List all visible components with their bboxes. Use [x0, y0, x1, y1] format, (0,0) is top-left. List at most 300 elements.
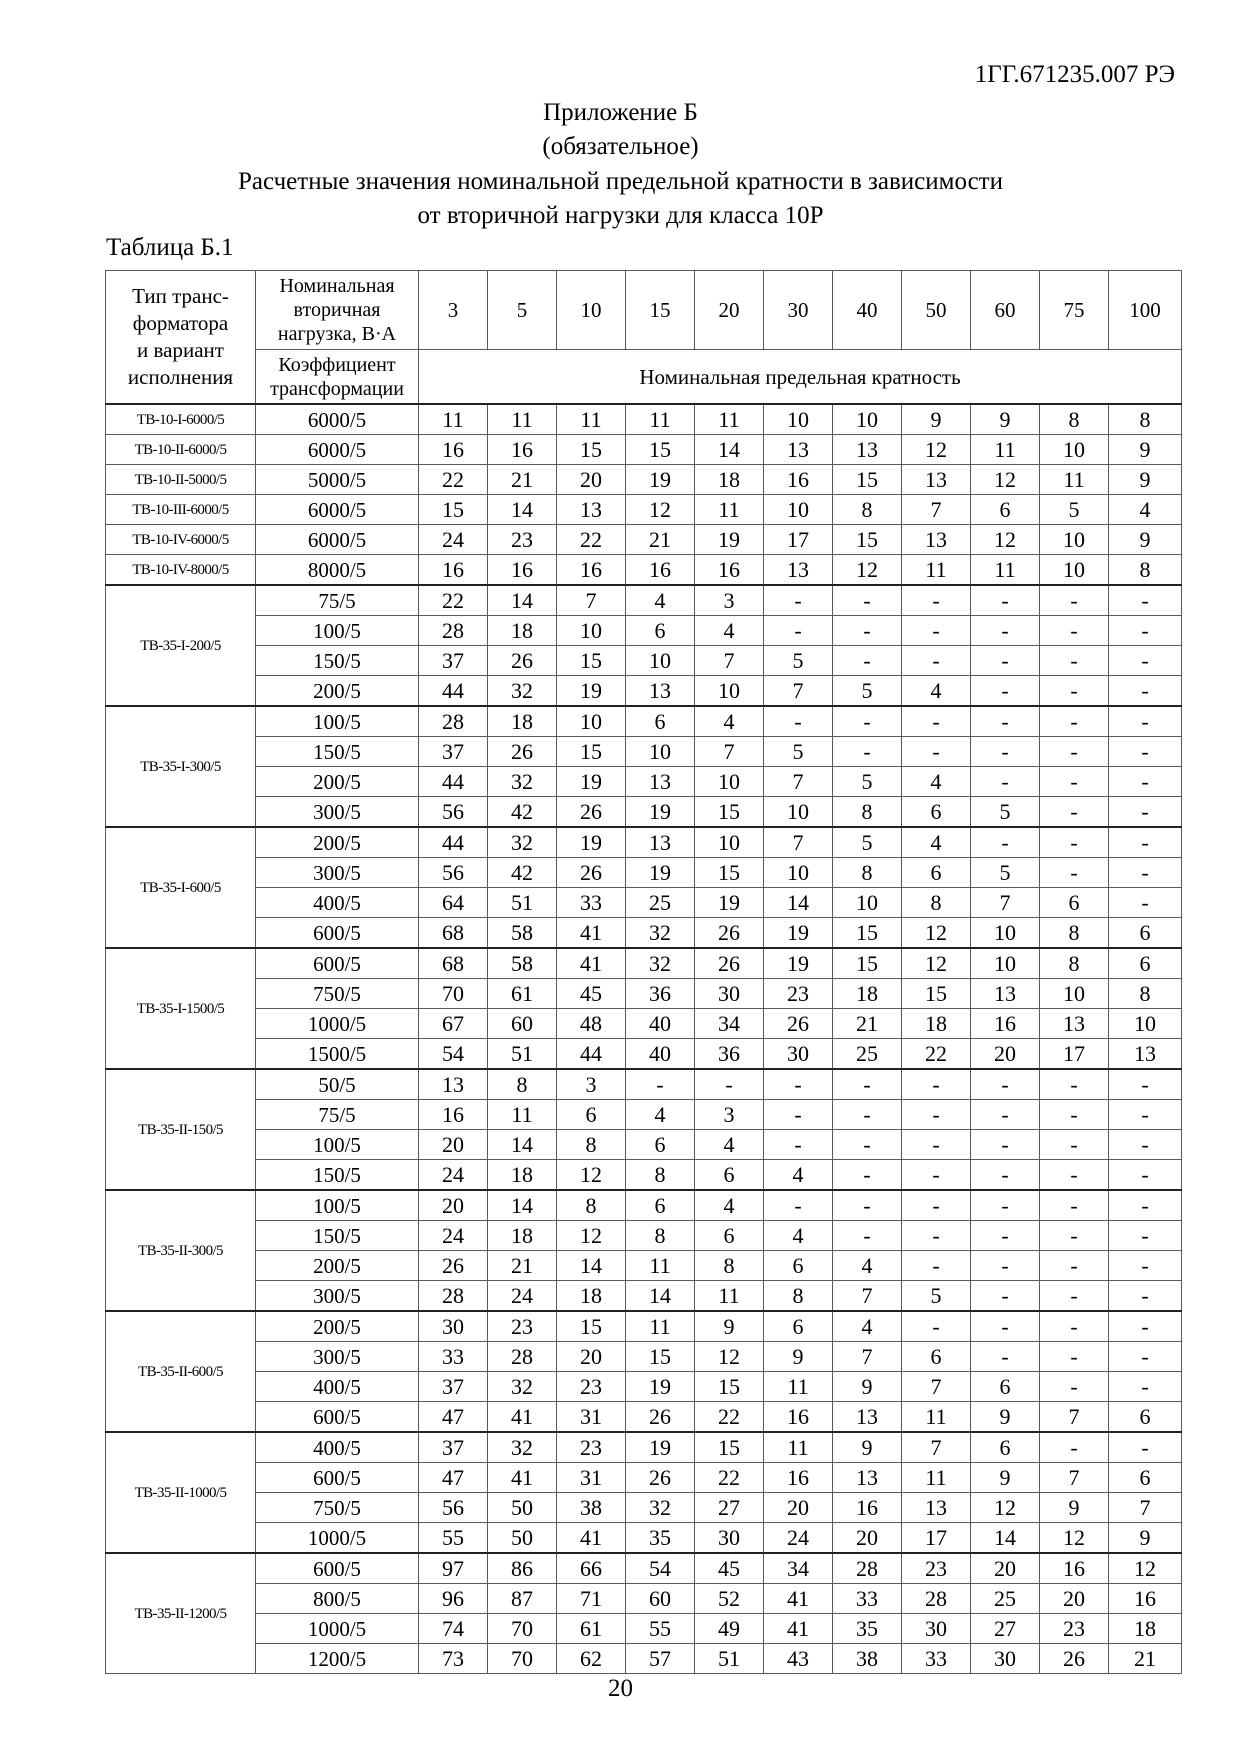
- limit-factor-cell: 40: [626, 1009, 695, 1039]
- table-row: [106, 404, 1182, 435]
- limit-factor-cell: 9: [833, 1432, 902, 1463]
- transformer-model: ТВ-35-I-1500/5: [106, 948, 256, 1069]
- table-row: [106, 1009, 1182, 1039]
- limit-factor-cell: 62: [557, 1644, 626, 1674]
- limit-factor-cell: 19: [626, 1432, 695, 1463]
- limit-factor-cell: 28: [419, 616, 488, 646]
- table-row: [106, 1311, 1182, 1342]
- limit-factor-cell: -: [833, 1130, 902, 1160]
- limit-factor-cell: -: [764, 585, 833, 616]
- limit-factor-cell: 10: [764, 797, 833, 828]
- limit-factor-cell: -: [1109, 1069, 1182, 1100]
- limit-factor-cell: 9: [833, 1372, 902, 1402]
- limit-factor-cell: 38: [833, 1644, 902, 1674]
- limit-factor-cell: 15: [557, 435, 626, 465]
- limit-factor-cell: 16: [419, 1100, 488, 1130]
- limit-factor-cell: 13: [902, 525, 971, 555]
- limit-factor-cell: -: [971, 737, 1040, 767]
- limit-factor-cell: -: [1109, 1221, 1182, 1251]
- table-row: [106, 1100, 1182, 1130]
- limit-factor-cell: 16: [764, 465, 833, 495]
- limit-factor-cell: 6: [626, 706, 695, 737]
- limit-factor-cell: 10: [764, 495, 833, 525]
- limit-factor-cell: 26: [626, 1402, 695, 1433]
- limit-factor-cell: 6: [902, 797, 971, 828]
- limit-factor-cell: 24: [419, 525, 488, 555]
- limit-factor-cell: 16: [419, 435, 488, 465]
- transformation-ratio: 600/5: [256, 1553, 419, 1584]
- transformation-ratio: 150/5: [256, 1221, 419, 1251]
- limit-factor-cell: 23: [764, 979, 833, 1009]
- limit-factor-cell: 20: [1040, 1584, 1109, 1614]
- limit-factor-cell: 14: [488, 495, 557, 525]
- table-row: [106, 1221, 1182, 1251]
- limit-factor-cell: -: [1109, 646, 1182, 676]
- transformation-ratio: 100/5: [256, 1130, 419, 1160]
- limit-factor-cell: 45: [557, 979, 626, 1009]
- header-type-line: и вариант: [137, 338, 224, 362]
- transformation-ratio: 1500/5: [256, 1039, 419, 1070]
- limit-factor-cell: 54: [626, 1553, 695, 1584]
- limit-factor-cell: 13: [557, 495, 626, 525]
- limit-factor-cell: -: [902, 1221, 971, 1251]
- limit-factor-cell: 4: [764, 1160, 833, 1191]
- limit-factor-cell: 19: [626, 465, 695, 495]
- limit-factor-cell: 11: [902, 1463, 971, 1493]
- transformation-ratio: 200/5: [256, 1251, 419, 1281]
- limit-factor-cell: 9: [1109, 465, 1182, 495]
- limit-factor-cell: -: [971, 585, 1040, 616]
- limit-factor-cell: 16: [488, 435, 557, 465]
- limit-factor-cell: 9: [1109, 1523, 1182, 1554]
- table-row: [106, 465, 1182, 495]
- limit-factor-cell: 16: [557, 555, 626, 586]
- limit-factor-cell: 21: [1109, 1644, 1182, 1674]
- limit-factor-cell: 20: [971, 1553, 1040, 1584]
- limit-factor-cell: 56: [419, 858, 488, 888]
- table-row: [106, 1432, 1182, 1463]
- limit-factor-cell: 10: [764, 404, 833, 435]
- limit-factor-cell: 6: [971, 1432, 1040, 1463]
- limit-factor-cell: 26: [695, 918, 764, 949]
- limit-factor-cell: 14: [488, 1190, 557, 1221]
- table-row: [106, 495, 1182, 525]
- transformer-model: ТВ-10-III-6000/5: [106, 495, 256, 525]
- table-row: [106, 1281, 1182, 1312]
- limit-factor-cell: -: [971, 646, 1040, 676]
- limit-factor-cell: -: [1040, 737, 1109, 767]
- limit-factor-cell: 27: [971, 1614, 1040, 1644]
- table-row: [106, 646, 1182, 676]
- limit-factor-cell: 20: [971, 1039, 1040, 1070]
- limit-factor-cell: 41: [764, 1584, 833, 1614]
- transformation-ratio: 5000/5: [256, 465, 419, 495]
- transformation-ratio: 100/5: [256, 1190, 419, 1221]
- limit-factor-cell: 30: [419, 1311, 488, 1342]
- transformer-model: ТВ-35-II-1200/5: [106, 1553, 256, 1674]
- limit-factor-cell: 28: [833, 1553, 902, 1584]
- limit-factor-cell: 11: [626, 1311, 695, 1342]
- header-burden: 20: [695, 271, 764, 350]
- limit-factor-cell: 9: [971, 1402, 1040, 1433]
- limit-factor-cell: 4: [833, 1311, 902, 1342]
- limit-factor-cell: 52: [695, 1584, 764, 1614]
- limit-factor-cell: -: [1109, 1432, 1182, 1463]
- limit-factor-cell: -: [1040, 1221, 1109, 1251]
- limit-factor-cell: 55: [419, 1523, 488, 1554]
- limit-factor-cell: 56: [419, 797, 488, 828]
- limit-factor-cell: 18: [488, 1160, 557, 1191]
- limit-factor-cell: 13: [626, 827, 695, 858]
- table-row: [106, 616, 1182, 646]
- limit-factor-cell: -: [833, 1190, 902, 1221]
- limit-factor-cell: -: [1040, 646, 1109, 676]
- limit-factor-cell: 8: [557, 1130, 626, 1160]
- limit-factor-cell: 18: [488, 1221, 557, 1251]
- limit-factor-cell: 25: [833, 1039, 902, 1070]
- limit-factor-cell: 32: [488, 1372, 557, 1402]
- limit-factor-cell: 33: [557, 888, 626, 918]
- limit-factor-cell: 7: [695, 646, 764, 676]
- limit-factor-cell: 10: [971, 948, 1040, 979]
- limit-factor-cell: 50: [488, 1523, 557, 1554]
- table-row: [106, 1614, 1182, 1644]
- limit-factor-cell: 4: [695, 1130, 764, 1160]
- limit-factor-cell: 14: [695, 435, 764, 465]
- limit-factor-cell: -: [1040, 1342, 1109, 1372]
- limit-factor-cell: 71: [557, 1584, 626, 1614]
- table-row: [106, 1160, 1182, 1191]
- limit-factor-cell: 11: [557, 404, 626, 435]
- limit-factor-cell: 6: [1109, 1463, 1182, 1493]
- limit-factor-cell: -: [971, 827, 1040, 858]
- limit-factor-cell: 11: [971, 555, 1040, 586]
- limit-factor-cell: 70: [488, 1644, 557, 1674]
- limit-factor-cell: 44: [419, 676, 488, 707]
- limit-factor-cell: 26: [1040, 1644, 1109, 1674]
- limit-factor-cell: 32: [626, 948, 695, 979]
- limit-factor-cell: -: [971, 1069, 1040, 1100]
- limit-factor-cell: 21: [488, 1251, 557, 1281]
- limit-factor-cell: 12: [971, 525, 1040, 555]
- transformation-ratio: 200/5: [256, 676, 419, 707]
- table-body: [106, 404, 1182, 1674]
- limit-factor-cell: 3: [557, 1069, 626, 1100]
- limit-factor-cell: 13: [902, 465, 971, 495]
- limit-factor-cell: 24: [488, 1281, 557, 1312]
- limit-factor-cell: 16: [695, 555, 764, 586]
- limit-factor-cell: -: [902, 616, 971, 646]
- limit-factor-cell: 10: [833, 404, 902, 435]
- limit-factor-cell: 9: [1109, 525, 1182, 555]
- limit-factor-cell: 23: [1040, 1614, 1109, 1644]
- limit-factor-cell: 18: [488, 706, 557, 737]
- limit-factor-cell: -: [1040, 585, 1109, 616]
- limit-factor-cell: -: [833, 616, 902, 646]
- limit-factor-cell: 12: [557, 1221, 626, 1251]
- limit-factor-cell: 33: [419, 1342, 488, 1372]
- table-caption: Таблица Б.1: [106, 234, 234, 261]
- limit-factor-cell: 48: [557, 1009, 626, 1039]
- limit-factor-cell: 70: [488, 1614, 557, 1644]
- limit-factor-cell: 40: [626, 1039, 695, 1070]
- limit-factor-cell: 12: [902, 435, 971, 465]
- limit-factor-cell: 16: [419, 555, 488, 586]
- limit-factor-cell: -: [902, 1251, 971, 1281]
- header-burden: 75: [1040, 271, 1109, 350]
- transformation-ratio: 75/5: [256, 1100, 419, 1130]
- limit-factor-cell: 17: [764, 525, 833, 555]
- limit-factor-cell: 27: [695, 1493, 764, 1523]
- limit-factor-cell: 24: [419, 1160, 488, 1191]
- table-title-line-2: от вторичной нагрузки для класса 10Р: [417, 202, 824, 229]
- limit-factor-cell: 8: [1040, 918, 1109, 949]
- table-row: [106, 1553, 1182, 1584]
- limit-factor-cell: 10: [695, 827, 764, 858]
- limit-factor-cell: 37: [419, 646, 488, 676]
- appendix-title: Приложение Б: [543, 99, 698, 126]
- transformation-ratio: 150/5: [256, 646, 419, 676]
- limit-factor-cell: 6: [1109, 1402, 1182, 1433]
- transformation-ratio: 600/5: [256, 918, 419, 949]
- limit-factor-cell: 12: [971, 465, 1040, 495]
- limit-factor-cell: 26: [488, 646, 557, 676]
- transformation-ratio: 100/5: [256, 616, 419, 646]
- limit-factor-cell: 26: [557, 858, 626, 888]
- limit-factor-cell: 13: [419, 1069, 488, 1100]
- limit-factor-cell: 24: [419, 1221, 488, 1251]
- limit-factor-cell: 86: [488, 1553, 557, 1584]
- limit-factor-cell: 22: [419, 465, 488, 495]
- limit-factor-cell: 19: [695, 888, 764, 918]
- limit-factor-cell: 8: [1040, 948, 1109, 979]
- table-row: [106, 1584, 1182, 1614]
- limit-factor-cell: 12: [626, 495, 695, 525]
- limit-factor-cell: 41: [488, 1463, 557, 1493]
- limit-factor-cell: 12: [1040, 1523, 1109, 1554]
- limit-factor-cell: -: [1040, 1130, 1109, 1160]
- transformer-model: ТВ-35-I-300/5: [106, 706, 256, 827]
- limit-factor-cell: 4: [1109, 495, 1182, 525]
- limit-factor-cell: 14: [557, 1251, 626, 1281]
- transformer-model: ТВ-10-I-6000/5: [106, 404, 256, 435]
- limit-factor-cell: 18: [557, 1281, 626, 1312]
- limit-factor-cell: 15: [695, 1372, 764, 1402]
- limit-factor-cell: 6: [626, 1190, 695, 1221]
- limit-factor-cell: 10: [1040, 979, 1109, 1009]
- transformer-model: ТВ-35-I-600/5: [106, 827, 256, 948]
- limit-factor-cell: 7: [902, 1372, 971, 1402]
- limit-factor-cell: 64: [419, 888, 488, 918]
- limit-factor-cell: 13: [833, 1402, 902, 1433]
- page-number: 20: [608, 1675, 633, 1702]
- transformation-ratio: 50/5: [256, 1069, 419, 1100]
- document-code: 1ГГ.671235.007 РЭ: [974, 61, 1175, 88]
- limit-factor-cell: 18: [1109, 1614, 1182, 1644]
- limit-factor-cell: 97: [419, 1553, 488, 1584]
- limit-factor-cell: -: [902, 1100, 971, 1130]
- limit-factor-cell: 5: [971, 797, 1040, 828]
- header-burden: 15: [626, 271, 695, 350]
- limit-factor-cell: 31: [557, 1402, 626, 1433]
- limit-factor-cell: 28: [419, 1281, 488, 1312]
- limit-factor-cell: 10: [1109, 1009, 1182, 1039]
- table-row: [106, 435, 1182, 465]
- limit-factor-cell: -: [764, 1069, 833, 1100]
- limit-factor-cell: 73: [419, 1644, 488, 1674]
- table-row: [106, 948, 1182, 979]
- header-burden: 10: [557, 271, 626, 350]
- limit-factor-cell: 13: [626, 767, 695, 797]
- limit-factor-cell: -: [1040, 797, 1109, 828]
- table-row: [106, 1039, 1182, 1070]
- limit-factor-cell: -: [902, 1130, 971, 1160]
- limit-factor-cell: 7: [902, 495, 971, 525]
- limit-factor-cell: 6: [1109, 918, 1182, 949]
- limit-factor-cell: -: [971, 706, 1040, 737]
- limit-factor-cell: -: [971, 1190, 1040, 1221]
- header-transformer-type: [106, 271, 256, 405]
- limit-factor-cell: 5: [833, 827, 902, 858]
- limit-factor-cell: 23: [557, 1432, 626, 1463]
- limit-factor-cell: 33: [833, 1584, 902, 1614]
- limit-factor-cell: -: [833, 1160, 902, 1191]
- limit-factor-cell: 15: [557, 737, 626, 767]
- limit-factor-cell: 7: [764, 827, 833, 858]
- transformer-model: ТВ-10-IV-6000/5: [106, 525, 256, 555]
- limit-factor-cell: 42: [488, 797, 557, 828]
- limit-factor-cell: 60: [488, 1009, 557, 1039]
- table-row: [106, 1493, 1182, 1523]
- transformation-ratio: 200/5: [256, 1311, 419, 1342]
- limit-factor-cell: 19: [557, 767, 626, 797]
- limit-factor-cell: 10: [557, 616, 626, 646]
- table-row: [106, 858, 1182, 888]
- limit-factor-cell: 41: [557, 918, 626, 949]
- limit-factor-cell: 8: [695, 1251, 764, 1281]
- limit-factor-cell: 5: [764, 737, 833, 767]
- limit-factor-cell: 15: [833, 948, 902, 979]
- table-row: [106, 767, 1182, 797]
- limit-factor-cell: -: [1109, 616, 1182, 646]
- transformation-ratio: 800/5: [256, 1584, 419, 1614]
- transformation-ratio: 6000/5: [256, 525, 419, 555]
- limit-factor-cell: 4: [902, 767, 971, 797]
- limit-factor-cell: 26: [557, 797, 626, 828]
- limit-factor-cell: 6: [695, 1221, 764, 1251]
- limit-factor-cell: 37: [419, 1372, 488, 1402]
- limit-factor-cell: -: [1040, 767, 1109, 797]
- limit-factor-cell: -: [1109, 1251, 1182, 1281]
- limit-factor-cell: -: [1040, 1372, 1109, 1402]
- header-secondary-load: Номинальная вторичная нагрузка, В·А: [256, 271, 419, 350]
- limit-factor-cell: 11: [695, 495, 764, 525]
- limit-factor-cell: 28: [488, 1342, 557, 1372]
- transformation-ratio: 600/5: [256, 1463, 419, 1493]
- limit-factor-cell: -: [764, 1100, 833, 1130]
- limit-factor-cell: 7: [1109, 1493, 1182, 1523]
- limit-factor-cell: 9: [1040, 1493, 1109, 1523]
- limit-factor-cell: -: [626, 1069, 695, 1100]
- limit-factor-cell: 11: [764, 1432, 833, 1463]
- limit-factor-cell: 43: [764, 1644, 833, 1674]
- limit-factor-cell: 16: [488, 555, 557, 586]
- transformation-ratio: 150/5: [256, 737, 419, 767]
- limit-factor-cell: 5: [971, 858, 1040, 888]
- limit-factor-cell: 10: [1040, 525, 1109, 555]
- limit-factor-cell: 74: [419, 1614, 488, 1644]
- limit-factor-cell: 44: [419, 767, 488, 797]
- limit-factor-cell: 7: [971, 888, 1040, 918]
- limit-factor-cell: 5: [902, 1281, 971, 1312]
- limit-factor-cell: 5: [764, 646, 833, 676]
- limit-factor-cell: -: [971, 767, 1040, 797]
- limit-factor-cell: 4: [626, 1100, 695, 1130]
- transformation-ratio: 300/5: [256, 797, 419, 828]
- limit-factor-cell: 30: [971, 1644, 1040, 1674]
- limit-factor-cell: 11: [488, 1100, 557, 1130]
- table-row: [106, 1523, 1182, 1554]
- limit-factor-cell: 17: [902, 1523, 971, 1554]
- limit-factor-cell: 34: [764, 1553, 833, 1584]
- limit-factor-cell: 67: [419, 1009, 488, 1039]
- limit-factor-cell: 15: [419, 495, 488, 525]
- limit-factor-cell: 11: [488, 404, 557, 435]
- table-row: [106, 1402, 1182, 1433]
- transformer-model: ТВ-35-II-150/5: [106, 1069, 256, 1190]
- limit-factor-cell: 51: [488, 888, 557, 918]
- limit-factor-cell: -: [902, 1160, 971, 1191]
- transformation-ratio: 200/5: [256, 767, 419, 797]
- table-row: [106, 585, 1182, 616]
- limit-factor-cell: 22: [695, 1402, 764, 1433]
- limit-factor-cell: 30: [695, 979, 764, 1009]
- limit-factor-cell: 7: [833, 1281, 902, 1312]
- transformation-ratio: 1000/5: [256, 1523, 419, 1554]
- limit-factor-cell: 6: [971, 1372, 1040, 1402]
- limit-factor-cell: 30: [902, 1614, 971, 1644]
- limit-factor-cell: 96: [419, 1584, 488, 1614]
- limit-factor-cell: 6: [557, 1100, 626, 1130]
- limit-factor-cell: 30: [695, 1523, 764, 1554]
- limit-factor-cell: -: [1040, 858, 1109, 888]
- limit-factor-cell: 6: [1040, 888, 1109, 918]
- limit-factor-cell: 10: [1040, 435, 1109, 465]
- limit-factor-cell: -: [902, 737, 971, 767]
- limit-factor-cell: -: [764, 706, 833, 737]
- limit-factor-cell: -: [1109, 1190, 1182, 1221]
- limit-factor-cell: 12: [557, 1160, 626, 1191]
- limit-factor-cell: 11: [764, 1372, 833, 1402]
- limit-factor-cell: 10: [695, 767, 764, 797]
- header-type-line: форматора: [132, 311, 229, 335]
- limit-factor-cell: 9: [971, 404, 1040, 435]
- limit-factor-cell: 11: [1040, 465, 1109, 495]
- limit-factor-cell: 25: [971, 1584, 1040, 1614]
- limit-factor-cell: 9: [902, 404, 971, 435]
- limit-factor-cell: 16: [764, 1402, 833, 1433]
- table-row: [106, 979, 1182, 1009]
- limit-factor-cell: 4: [695, 706, 764, 737]
- ratio-limit-table: [105, 270, 1182, 1674]
- limit-factor-cell: 19: [626, 858, 695, 888]
- limit-factor-cell: 15: [833, 918, 902, 949]
- limit-factor-cell: 15: [833, 465, 902, 495]
- limit-factor-cell: 12: [833, 555, 902, 586]
- limit-factor-cell: 12: [1109, 1553, 1182, 1584]
- limit-factor-cell: 15: [695, 858, 764, 888]
- limit-factor-cell: 13: [1109, 1039, 1182, 1070]
